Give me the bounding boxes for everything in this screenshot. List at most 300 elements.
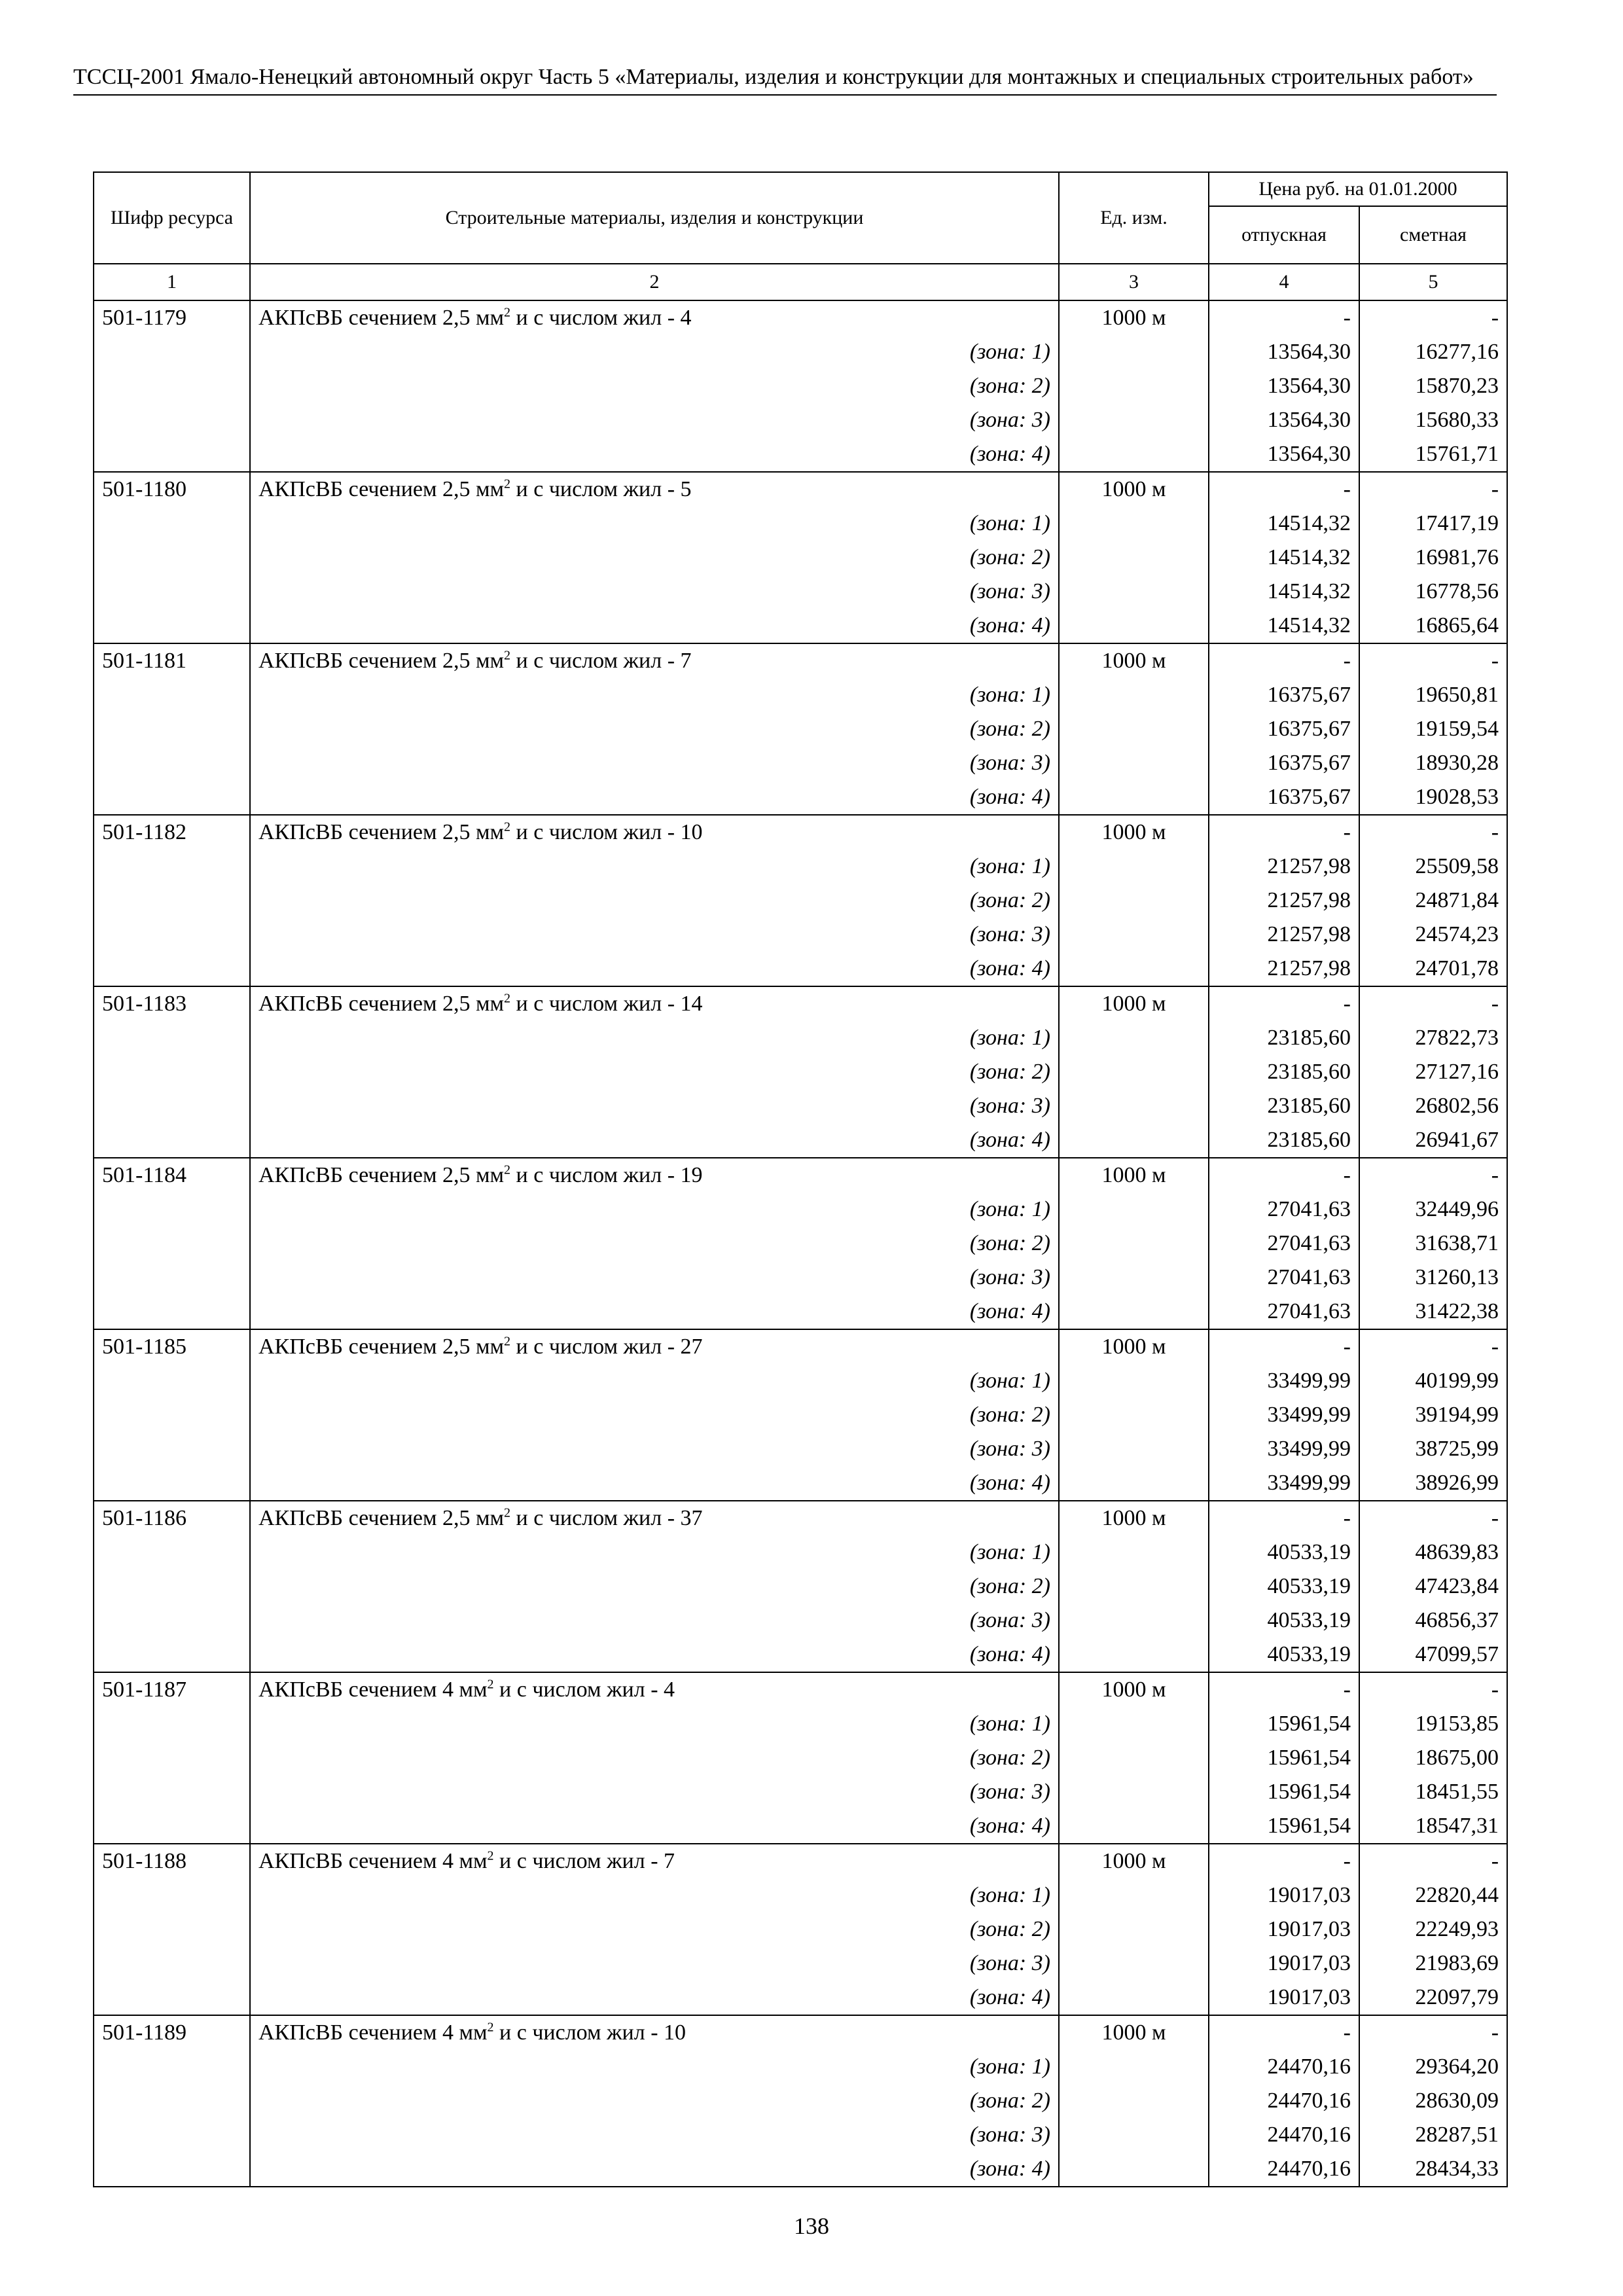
- material-name-suffix: и с числом жил - 14: [510, 992, 703, 1016]
- empty-cell: [94, 1432, 250, 1466]
- empty-cell: [94, 507, 250, 541]
- zone-row: [94, 1570, 1507, 1604]
- empty-cell: [1059, 780, 1209, 815]
- zone-label: (зона: 1): [250, 1021, 1059, 1055]
- zone-row: [94, 918, 1507, 952]
- empty-cell: [1059, 850, 1209, 884]
- estimate-price: 28434,33: [1359, 2152, 1507, 2187]
- empty-cell: [94, 1466, 250, 1501]
- empty-cell: [1059, 403, 1209, 437]
- unit-of-measure: 1000 м: [1059, 2015, 1209, 2050]
- unit-superscript: 2: [504, 991, 511, 1006]
- material-name-text: АКПсВБ сечением 2,5 мм: [259, 820, 505, 844]
- estimate-price: 28630,09: [1359, 2084, 1507, 2118]
- material-name: [250, 472, 1059, 507]
- estimate-price: 28287,51: [1359, 2118, 1507, 2152]
- empty-cell: [94, 1021, 250, 1055]
- estimate-price: -: [1359, 986, 1507, 1021]
- empty-cell: [94, 1570, 250, 1604]
- release-price: 13564,30: [1209, 437, 1359, 472]
- zone-label: (зона: 1): [250, 2050, 1059, 2084]
- zone-label: (зона: 3): [250, 1432, 1059, 1466]
- estimate-price: 26941,67: [1359, 1123, 1507, 1158]
- zone-row: [94, 1775, 1507, 1809]
- zone-row: [94, 2118, 1507, 2152]
- zone-label: (зона: 3): [250, 2118, 1059, 2152]
- material-name-text: АКПсВБ сечением 2,5 мм: [259, 1163, 505, 1187]
- estimate-price: 18547,31: [1359, 1809, 1507, 1844]
- release-price: 13564,30: [1209, 335, 1359, 369]
- empty-cell: [1059, 712, 1209, 746]
- zone-label: (зона: 2): [250, 541, 1059, 575]
- table-row: [94, 1501, 1507, 1535]
- release-price: -: [1209, 1844, 1359, 1878]
- empty-cell: [94, 1638, 250, 1672]
- release-price: 40533,19: [1209, 1604, 1359, 1638]
- unit-of-measure: 1000 м: [1059, 472, 1209, 507]
- column-number: 3: [1059, 264, 1209, 300]
- empty-cell: [94, 1604, 250, 1638]
- unit-of-measure: 1000 м: [1059, 1501, 1209, 1535]
- empty-cell: [1059, 609, 1209, 643]
- empty-cell: [1059, 1535, 1209, 1570]
- estimate-price: 46856,37: [1359, 1604, 1507, 1638]
- zone-label: (зона: 2): [250, 1227, 1059, 1261]
- empty-cell: [94, 1535, 250, 1570]
- estimate-price: 19159,54: [1359, 712, 1507, 746]
- release-price: 27041,63: [1209, 1295, 1359, 1329]
- release-price: 24470,16: [1209, 2084, 1359, 2118]
- empty-cell: [1059, 884, 1209, 918]
- zone-label: (зона: 3): [250, 918, 1059, 952]
- empty-cell: [1059, 1466, 1209, 1501]
- unit-superscript: 2: [487, 1677, 494, 1692]
- release-price: 27041,63: [1209, 1193, 1359, 1227]
- release-price: 16375,67: [1209, 712, 1359, 746]
- zone-label: (зона: 4): [250, 780, 1059, 815]
- empty-cell: [1059, 2084, 1209, 2118]
- estimate-price: 19028,53: [1359, 780, 1507, 815]
- estimate-price: 22249,93: [1359, 1912, 1507, 1946]
- empty-cell: [94, 1227, 250, 1261]
- empty-cell: [94, 1261, 250, 1295]
- zone-row: [94, 1912, 1507, 1946]
- material-name: [250, 1672, 1059, 1707]
- estimate-price: 31638,71: [1359, 1227, 1507, 1261]
- empty-cell: [94, 1055, 250, 1089]
- release-price: 33499,99: [1209, 1466, 1359, 1501]
- unit-superscript: 2: [504, 305, 511, 320]
- zone-label: (зона: 2): [250, 2084, 1059, 2118]
- zone-label: (зона: 1): [250, 1707, 1059, 1741]
- zone-row: [94, 541, 1507, 575]
- empty-cell: [94, 1878, 250, 1912]
- header-unit: Ед. изм.: [1059, 172, 1209, 264]
- empty-cell: [94, 850, 250, 884]
- release-price: 23185,60: [1209, 1089, 1359, 1123]
- zone-row: [94, 2084, 1507, 2118]
- estimate-price: 27822,73: [1359, 1021, 1507, 1055]
- material-name: [250, 1158, 1059, 1193]
- empty-cell: [1059, 2050, 1209, 2084]
- estimate-price: 18930,28: [1359, 746, 1507, 780]
- unit-of-measure: 1000 м: [1059, 1672, 1209, 1707]
- release-price: 13564,30: [1209, 403, 1359, 437]
- column-number: 2: [250, 264, 1059, 300]
- document-title: ТССЦ-2001 Ямало-Ненецкий автономный округ Часть 5 «Материалы, изделия и конструкции для монтажных и специальных строительных работ»: [73, 65, 1474, 89]
- zone-row: [94, 712, 1507, 746]
- estimate-price: 16277,16: [1359, 335, 1507, 369]
- zone-label: (зона: 4): [250, 1466, 1059, 1501]
- table-row: [94, 986, 1507, 1021]
- estimate-price: -: [1359, 300, 1507, 335]
- unit-of-measure: 1000 м: [1059, 815, 1209, 850]
- zone-label: (зона: 1): [250, 1193, 1059, 1227]
- header-estimate-price: сметная: [1359, 206, 1507, 264]
- empty-cell: [1059, 1707, 1209, 1741]
- estimate-price: -: [1359, 643, 1507, 678]
- zone-label: (зона: 2): [250, 1912, 1059, 1946]
- table-row: [94, 1329, 1507, 1364]
- zone-row: [94, 884, 1507, 918]
- material-name: [250, 2015, 1059, 2050]
- empty-cell: [1059, 952, 1209, 986]
- zone-label: (зона: 1): [250, 1364, 1059, 1398]
- empty-cell: [1059, 437, 1209, 472]
- zone-label: (зона: 2): [250, 1570, 1059, 1604]
- unit-of-measure: 1000 м: [1059, 1158, 1209, 1193]
- release-price: 19017,03: [1209, 1981, 1359, 2015]
- empty-cell: [1059, 1398, 1209, 1432]
- resource-code: 501-1180: [94, 472, 250, 507]
- release-price: 14514,32: [1209, 575, 1359, 609]
- empty-cell: [94, 746, 250, 780]
- zone-label: (зона: 1): [250, 335, 1059, 369]
- material-name-suffix: и с числом жил - 7: [510, 649, 692, 673]
- zone-label: (зона: 2): [250, 1055, 1059, 1089]
- estimate-price: -: [1359, 1158, 1507, 1193]
- empty-cell: [94, 1981, 250, 2015]
- zone-label: (зона: 3): [250, 575, 1059, 609]
- empty-cell: [94, 609, 250, 643]
- material-name-text: АКПсВБ сечением 2,5 мм: [259, 306, 505, 330]
- release-price: -: [1209, 815, 1359, 850]
- zone-label: (зона: 2): [250, 884, 1059, 918]
- zone-row: [94, 1089, 1507, 1123]
- release-price: 23185,60: [1209, 1021, 1359, 1055]
- estimate-price: 24701,78: [1359, 952, 1507, 986]
- zone-label: (зона: 4): [250, 437, 1059, 472]
- estimate-price: 15870,23: [1359, 369, 1507, 403]
- empty-cell: [94, 1193, 250, 1227]
- zone-label: (зона: 2): [250, 1398, 1059, 1432]
- release-price: 24470,16: [1209, 2118, 1359, 2152]
- empty-cell: [94, 2152, 250, 2187]
- estimate-price: 31260,13: [1359, 1261, 1507, 1295]
- zone-row: [94, 1193, 1507, 1227]
- material-name: [250, 986, 1059, 1021]
- zone-row: [94, 780, 1507, 815]
- unit-of-measure: 1000 м: [1059, 1329, 1209, 1364]
- material-name-text: АКПсВБ сечением 2,5 мм: [259, 477, 505, 501]
- price-table: [93, 171, 1508, 2187]
- zone-label: (зона: 2): [250, 369, 1059, 403]
- zone-row: [94, 1055, 1507, 1089]
- resource-code: 501-1184: [94, 1158, 250, 1193]
- release-price: -: [1209, 986, 1359, 1021]
- empty-cell: [94, 1912, 250, 1946]
- unit-of-measure: 1000 м: [1059, 1844, 1209, 1878]
- empty-cell: [94, 2050, 250, 2084]
- release-price: -: [1209, 1501, 1359, 1535]
- release-price: 27041,63: [1209, 1227, 1359, 1261]
- empty-cell: [94, 437, 250, 472]
- estimate-price: 48639,83: [1359, 1535, 1507, 1570]
- material-name-text: АКПсВБ сечением 2,5 мм: [259, 992, 505, 1016]
- resource-code: 501-1186: [94, 1501, 250, 1535]
- estimate-price: 17417,19: [1359, 507, 1507, 541]
- empty-cell: [1059, 507, 1209, 541]
- column-number: 5: [1359, 264, 1507, 300]
- empty-cell: [94, 541, 250, 575]
- material-name: [250, 643, 1059, 678]
- zone-label: (зона: 1): [250, 1535, 1059, 1570]
- column-number: 1: [94, 264, 250, 300]
- header-name: Строительные материалы, изделия и конструкции: [250, 172, 1059, 264]
- zone-row: [94, 1432, 1507, 1466]
- estimate-price: -: [1359, 2015, 1507, 2050]
- release-price: 24470,16: [1209, 2152, 1359, 2187]
- zone-label: (зона: 4): [250, 1809, 1059, 1844]
- release-price: 21257,98: [1209, 918, 1359, 952]
- zone-label: (зона: 2): [250, 1741, 1059, 1775]
- empty-cell: [94, 2084, 250, 2118]
- empty-cell: [94, 1946, 250, 1981]
- zone-label: (зона: 2): [250, 712, 1059, 746]
- zone-label: (зона: 1): [250, 678, 1059, 712]
- unit-superscript: 2: [504, 1334, 511, 1349]
- estimate-price: 16778,56: [1359, 575, 1507, 609]
- empty-cell: [1059, 918, 1209, 952]
- empty-cell: [1059, 1878, 1209, 1912]
- estimate-price: 16981,76: [1359, 541, 1507, 575]
- unit-of-measure: 1000 м: [1059, 643, 1209, 678]
- empty-cell: [1059, 1604, 1209, 1638]
- release-price: 33499,99: [1209, 1432, 1359, 1466]
- resource-code: 501-1189: [94, 2015, 250, 2050]
- zone-row: [94, 1227, 1507, 1261]
- zone-row: [94, 507, 1507, 541]
- empty-cell: [1059, 369, 1209, 403]
- estimate-price: -: [1359, 472, 1507, 507]
- release-price: -: [1209, 1329, 1359, 1364]
- zone-label: (зона: 4): [250, 1123, 1059, 1158]
- release-price: 14514,32: [1209, 507, 1359, 541]
- column-number: 4: [1209, 264, 1359, 300]
- zone-row: [94, 1946, 1507, 1981]
- estimate-price: 15761,71: [1359, 437, 1507, 472]
- empty-cell: [1059, 541, 1209, 575]
- document-header: [73, 64, 1497, 96]
- release-price: 40533,19: [1209, 1535, 1359, 1570]
- empty-cell: [1059, 2152, 1209, 2187]
- estimate-price: 24871,84: [1359, 884, 1507, 918]
- zone-label: (зона: 3): [250, 746, 1059, 780]
- estimate-price: 15680,33: [1359, 403, 1507, 437]
- zone-row: [94, 1638, 1507, 1672]
- release-price: 19017,03: [1209, 1912, 1359, 1946]
- zone-row: [94, 1604, 1507, 1638]
- release-price: 16375,67: [1209, 678, 1359, 712]
- zone-row: [94, 678, 1507, 712]
- release-price: 40533,19: [1209, 1570, 1359, 1604]
- resource-code: 501-1181: [94, 643, 250, 678]
- zone-row: [94, 2152, 1507, 2187]
- empty-cell: [94, 1775, 250, 1809]
- material-name: [250, 300, 1059, 335]
- empty-cell: [1059, 1809, 1209, 1844]
- release-price: 14514,32: [1209, 609, 1359, 643]
- release-price: -: [1209, 472, 1359, 507]
- empty-cell: [1059, 1741, 1209, 1775]
- unit-superscript: 2: [504, 648, 511, 663]
- material-name-text: АКПсВБ сечением 2,5 мм: [259, 1506, 505, 1530]
- unit-superscript: 2: [504, 476, 511, 492]
- zone-label: (зона: 3): [250, 1261, 1059, 1295]
- zone-row: [94, 1741, 1507, 1775]
- release-price: -: [1209, 1158, 1359, 1193]
- zone-label: (зона: 3): [250, 403, 1059, 437]
- header-price-group: Цена руб. на 01.01.2000: [1209, 172, 1507, 206]
- release-price: 21257,98: [1209, 884, 1359, 918]
- empty-cell: [1059, 335, 1209, 369]
- zone-row: [94, 1398, 1507, 1432]
- material-name: [250, 1844, 1059, 1878]
- material-name: [250, 1501, 1059, 1535]
- release-price: 19017,03: [1209, 1946, 1359, 1981]
- empty-cell: [94, 2118, 250, 2152]
- empty-cell: [1059, 1227, 1209, 1261]
- empty-cell: [1059, 678, 1209, 712]
- release-price: 13564,30: [1209, 369, 1359, 403]
- release-price: 27041,63: [1209, 1261, 1359, 1295]
- material-name-text: АКПсВБ сечением 4 мм: [259, 1849, 488, 1873]
- release-price: -: [1209, 300, 1359, 335]
- table-row: [94, 1844, 1507, 1878]
- unit-superscript: 2: [504, 819, 511, 834]
- empty-cell: [94, 335, 250, 369]
- estimate-price: 32449,96: [1359, 1193, 1507, 1227]
- zone-row: [94, 1123, 1507, 1158]
- material-name-suffix: и с числом жил - 37: [510, 1506, 703, 1530]
- estimate-price: 38725,99: [1359, 1432, 1507, 1466]
- zone-row: [94, 403, 1507, 437]
- empty-cell: [1059, 1981, 1209, 2015]
- table-body: [94, 300, 1507, 2187]
- release-price: 21257,98: [1209, 850, 1359, 884]
- zone-label: (зона: 1): [250, 850, 1059, 884]
- material-name-suffix: и с числом жил - 4: [510, 306, 692, 330]
- material-name-suffix: и с числом жил - 10: [510, 820, 703, 844]
- release-price: 33499,99: [1209, 1398, 1359, 1432]
- material-name-suffix: и с числом жил - 5: [510, 477, 692, 501]
- release-price: 14514,32: [1209, 541, 1359, 575]
- zone-row: [94, 1878, 1507, 1912]
- estimate-price: 18451,55: [1359, 1775, 1507, 1809]
- resource-code: 501-1185: [94, 1329, 250, 1364]
- material-name-suffix: и с числом жил - 10: [493, 2020, 687, 2045]
- header-code: Шифр ресурса: [94, 172, 250, 264]
- zone-row: [94, 335, 1507, 369]
- release-price: 19017,03: [1209, 1878, 1359, 1912]
- zone-row: [94, 1981, 1507, 2015]
- table-row: [94, 472, 1507, 507]
- zone-row: [94, 1466, 1507, 1501]
- release-price: 40533,19: [1209, 1638, 1359, 1672]
- empty-cell: [94, 1089, 250, 1123]
- empty-cell: [1059, 1089, 1209, 1123]
- estimate-price: 22820,44: [1359, 1878, 1507, 1912]
- zone-label: (зона: 1): [250, 507, 1059, 541]
- material-name: [250, 1329, 1059, 1364]
- release-price: 16375,67: [1209, 780, 1359, 815]
- release-price: 23185,60: [1209, 1123, 1359, 1158]
- estimate-price: 26802,56: [1359, 1089, 1507, 1123]
- release-price: 15961,54: [1209, 1707, 1359, 1741]
- empty-cell: [94, 1741, 250, 1775]
- table-row: [94, 815, 1507, 850]
- empty-cell: [94, 403, 250, 437]
- table-row: [94, 2015, 1507, 2050]
- empty-cell: [94, 780, 250, 815]
- table-row: [94, 1158, 1507, 1193]
- empty-cell: [1059, 1364, 1209, 1398]
- estimate-price: 16865,64: [1359, 609, 1507, 643]
- estimate-price: -: [1359, 1672, 1507, 1707]
- zone-row: [94, 1021, 1507, 1055]
- estimate-price: -: [1359, 1501, 1507, 1535]
- zone-row: [94, 1809, 1507, 1844]
- material-name-text: АКПсВБ сечением 4 мм: [259, 2020, 488, 2045]
- estimate-price: -: [1359, 1844, 1507, 1878]
- zone-row: [94, 1295, 1507, 1329]
- release-price: 23185,60: [1209, 1055, 1359, 1089]
- zone-row: [94, 2050, 1507, 2084]
- release-price: -: [1209, 643, 1359, 678]
- empty-cell: [1059, 1912, 1209, 1946]
- empty-cell: [94, 1364, 250, 1398]
- estimate-price: 27127,16: [1359, 1055, 1507, 1089]
- empty-cell: [94, 1295, 250, 1329]
- unit-of-measure: 1000 м: [1059, 300, 1209, 335]
- empty-cell: [1059, 1570, 1209, 1604]
- zone-label: (зона: 4): [250, 952, 1059, 986]
- unit-of-measure: 1000 м: [1059, 986, 1209, 1021]
- estimate-price: 29364,20: [1359, 2050, 1507, 2084]
- zone-label: (зона: 1): [250, 1878, 1059, 1912]
- zone-row: [94, 850, 1507, 884]
- release-price: 15961,54: [1209, 1775, 1359, 1809]
- zone-row: [94, 575, 1507, 609]
- empty-cell: [94, 918, 250, 952]
- empty-cell: [94, 1809, 250, 1844]
- release-price: -: [1209, 2015, 1359, 2050]
- material-name-text: АКПсВБ сечением 2,5 мм: [259, 1335, 505, 1359]
- unit-superscript: 2: [504, 1162, 511, 1177]
- empty-cell: [1059, 1055, 1209, 1089]
- unit-superscript: 2: [504, 1505, 511, 1520]
- estimate-price: 19650,81: [1359, 678, 1507, 712]
